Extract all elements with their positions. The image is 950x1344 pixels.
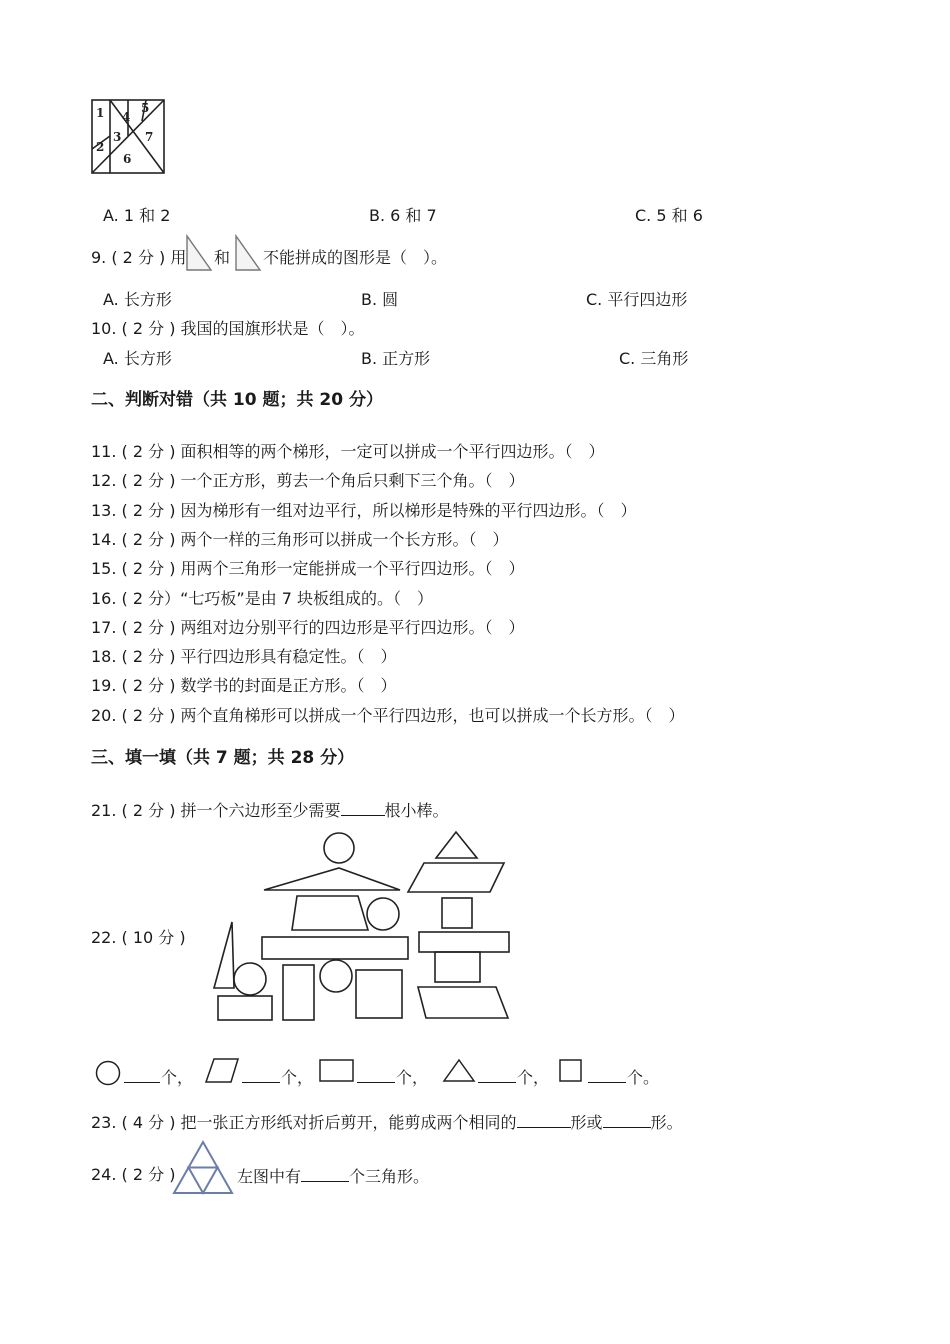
- q22-unit: 个，: [281, 1068, 314, 1087]
- q8-option-a[interactable]: A. 1 和 2: [103, 206, 171, 225]
- q10-option-b[interactable]: B. 正方形: [361, 349, 431, 368]
- q10-option-c[interactable]: C. 三角形: [619, 349, 689, 368]
- q11: 11. ( 2 分 ) 面积相等的两个梯形，一定可以拼成一个平行四边形。（ ）: [91, 442, 605, 461]
- circle-icon: [234, 963, 266, 995]
- q17: 17. ( 2 分 ) 两组对边分别平行的四边形是平行四边形。（ ）: [91, 618, 525, 637]
- q24-suffix: 个三角形。: [349, 1167, 430, 1186]
- q9-suffix: 不能拼成的图形是（ ）。: [263, 248, 448, 267]
- right-triangle-icon: [235, 235, 261, 271]
- q15: 15. ( 2 分 ) 用两个三角形一定能拼成一个平行四边形。（ ）: [91, 559, 525, 578]
- shape-building-figure: [208, 828, 514, 1024]
- answer-blank[interactable]: [517, 1111, 571, 1128]
- q22-unit: 个，: [517, 1068, 550, 1087]
- q21-suffix: 根小棒。: [384, 801, 449, 820]
- answer-blank[interactable]: [301, 1165, 349, 1182]
- q23-prefix: 23. ( 4 分 ) 把一张正方形纸对折后剪开，能剪成两个相同的: [91, 1113, 517, 1132]
- q14: 14. ( 2 分 ) 两个一样的三角形可以拼成一个长方形。（ ）: [91, 530, 509, 549]
- tangram-label: 4: [122, 110, 131, 124]
- square-icon: [283, 965, 314, 1020]
- q10-text: 10. ( 2 分 ) 我国的国旗形状是（ ）。: [91, 319, 365, 338]
- parallelogram-icon: [204, 1058, 240, 1084]
- q9-prefix: 9. ( 2 分 ) 用: [91, 248, 187, 267]
- q8-option-b[interactable]: B. 6 和 7: [369, 206, 437, 225]
- parallelogram-icon: [418, 987, 508, 1018]
- circle-icon: [367, 898, 399, 930]
- tangram-figure: [91, 99, 165, 175]
- square-icon: [356, 970, 402, 1018]
- tangram-label: 3: [113, 130, 122, 144]
- q21-prefix: 21. ( 2 分 ) 拼一个六边形至少需要: [91, 801, 341, 820]
- q23: [91, 1111, 683, 1133]
- q20: 20. ( 2 分 ) 两个直角梯形可以拼成一个平行四边形，也可以拼成一个长方形。（ ）: [91, 706, 685, 725]
- q24-text: [237, 1165, 429, 1187]
- tangram-label: 7: [145, 130, 154, 144]
- tangram-label: 6: [123, 152, 132, 166]
- q9-option-c[interactable]: C. 平行四边形: [586, 290, 688, 309]
- parallelogram-count-blank[interactable]: [242, 1066, 280, 1083]
- q19: 19. ( 2 分 ) 数学书的封面是正方形。（ ）: [91, 676, 397, 695]
- triangle-icon: [214, 922, 234, 988]
- right-triangle-icon: [186, 235, 212, 271]
- triangle-icon: [436, 832, 477, 858]
- q10-option-a[interactable]: A. 长方形: [103, 349, 172, 368]
- circle-icon: [320, 960, 352, 992]
- q24-label: 24. ( 2 分 ): [91, 1165, 176, 1184]
- rectangle-icon: [218, 996, 272, 1020]
- q13: 13. ( 2 分 ) 因为梯形有一组对边平行，所以梯形是特殊的平行四边形。（ ）: [91, 501, 637, 520]
- q18: 18. ( 2 分 ) 平行四边形具有稳定性。（ ）: [91, 647, 397, 666]
- square-icon: [435, 952, 480, 982]
- q12: 12. ( 2 分 ) 一个正方形，剪去一个角后只剩下三个角。（ ）: [91, 471, 525, 490]
- q9-option-b[interactable]: B. 圆: [361, 290, 399, 309]
- q21: [91, 799, 449, 821]
- circle-icon: [95, 1060, 121, 1086]
- q22-unit: 个，: [161, 1068, 194, 1087]
- square-icon: [442, 898, 472, 928]
- q9-mid: 和: [214, 248, 231, 267]
- q22-label: 22. ( 10 分 ): [91, 928, 186, 947]
- triangle-count-blank[interactable]: [478, 1066, 516, 1083]
- q16: 16. ( 2 分）“七巧板”是由 7 块板组成的。（ ）: [91, 589, 434, 608]
- rectangle-icon: [419, 932, 509, 952]
- q23-mid: 形或: [570, 1113, 603, 1132]
- circle-count-blank[interactable]: [124, 1066, 160, 1083]
- answer-blank[interactable]: [603, 1111, 651, 1128]
- parallelogram-icon: [408, 863, 504, 892]
- section-3-heading: 三、填一填（共 7 题；共 28 分）: [91, 748, 355, 768]
- triangle-icon: [264, 868, 400, 890]
- square-count-blank[interactable]: [588, 1066, 626, 1083]
- q9-option-a[interactable]: A. 长方形: [103, 290, 172, 309]
- rectangle-icon: [319, 1059, 355, 1083]
- circle-icon: [324, 833, 354, 863]
- rectangle-icon: [262, 937, 408, 959]
- q22-unit: 个，: [396, 1068, 429, 1087]
- square-icon: [559, 1059, 583, 1083]
- q24-prefix: 左图中有: [237, 1167, 302, 1186]
- parallelogram-icon: [292, 896, 368, 930]
- tangram-label: 5: [141, 101, 150, 115]
- triangle-figure: [172, 1140, 234, 1196]
- q23-suffix: 形。: [650, 1113, 683, 1132]
- rectangle-count-blank[interactable]: [357, 1066, 395, 1083]
- tangram-label: 2: [96, 140, 105, 154]
- section-2-heading: 二、判断对错（共 10 题；共 20 分）: [91, 390, 383, 410]
- q8-option-c[interactable]: C. 5 和 6: [635, 206, 703, 225]
- q22-unit-last: 个。: [627, 1068, 660, 1087]
- triangle-icon: [442, 1059, 476, 1083]
- tangram-label: 1: [96, 106, 105, 120]
- answer-blank[interactable]: [341, 799, 385, 816]
